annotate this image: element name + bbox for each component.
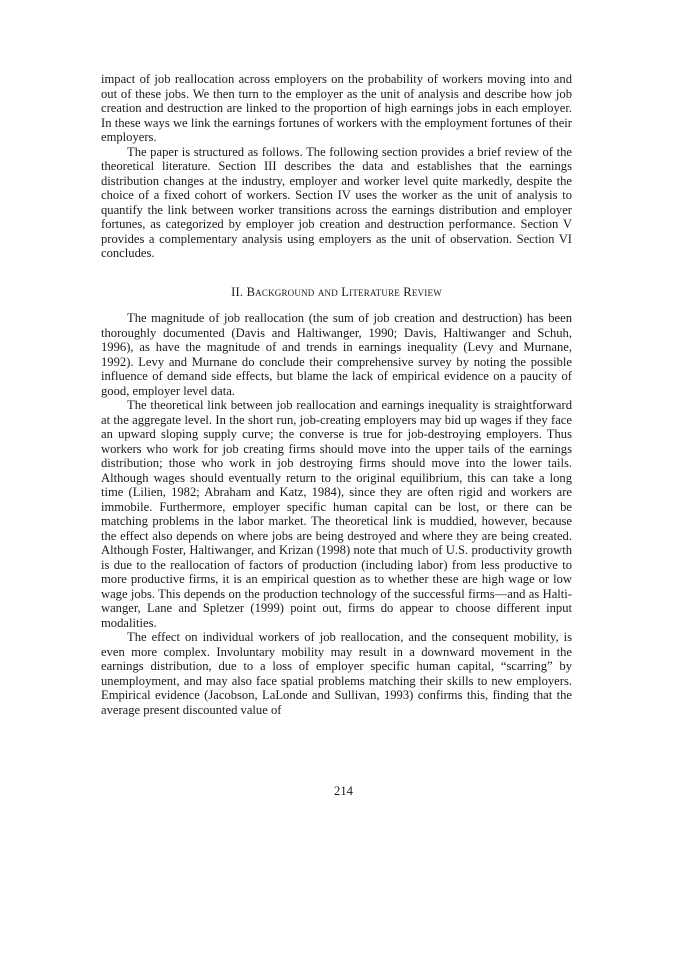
paragraph-paper-structure: The paper is structured as follows. The following section provides a brief review of the theoretical literature. Section III describes the data and establishes that the earnings distribution changes at the industry, employer and worker level quite markedly, despite the choice of a fixed cohort of workers. Section IV uses the worker as the unit of analysis to quantify the link between worker transitions across the earnings distribution and employer fortunes, as categorized by employer job creation and destruction performance. Section V provides a complementary analysis using employers as the unit of observation. Section VI concludes. — [101, 144, 572, 260]
section-number: II. — [231, 284, 244, 299]
section-heading — [101, 285, 572, 300]
paragraph-individual-effects: The effect on individual workers of job reallocation, and the consequent mobility, is even more complex. Involuntary mobility may result in a downward movement in the earnings distribution, due to a loss of employer specific human capital, “scarring” by unemployment, and may also face spatial problems matching their skills to new employers. Empirical evidence (Jacobson, LaLonde and Sullivan, 1993) confirms this, finding that the average present discounted value of — [101, 630, 572, 717]
section-title: Background and Literature Review — [246, 284, 442, 299]
paragraph-intro-continuation: impact of job reallocation across employers on the probability of workers moving into and out of these jobs. We then turn to the employer as the unit of analysis and describe how job creation and destruction are linked to the proportion of high earnings jobs in each employer. In these ways we link the earnings fortunes of workers with the employment fortunes of their employers. — [101, 72, 572, 144]
page-body — [101, 72, 572, 717]
paragraph-job-reallocation: The magnitude of job reallocation (the sum of job creation and destruction) has been thoroughly documented (Davis and Haltiwanger, 1990; Davis, Haltiwanger and Schuh, 1996), as have the magnitude of and trends in earnings inequality (Levy and Murnane, 1992). Levy and Murnane do conclude their comprehensive survey by noting the possible influence of demand side effects, but blame the lack of empirical evidence on a paucity of good, employer level data. — [101, 311, 572, 398]
page-number: 214 — [334, 784, 353, 798]
paragraph-theoretical-link: The theoretical link between job reallocation and earnings inequality is straightforward at the aggregate level. In the short run, job-creating employers may bid up wages if they face an upward sloping supply curve; the converse is true for job-destroying employers. Thus workers who work for job creating firms should move into the upper tails of the earnings distribution; those who work in job destroying firms should move into the lower tails. Although wages should eventually return to the original equilibrium, this can take a long time (Lilien, 1982; Abraham and Katz, 1984), since they are often rigid and workers are immobile. Furthermore, employer specific human capital can be lost, or there can be matching problems in the labor market. The theoretical link is muddied, however, because the effect also depends on where jobs are being destroyed and where they are being created. Although Foster, Haltiwanger, and Krizan (1998) note that much of U.S. productivity growth is due to the reallocation of factors of production (including labor) from less productive to more productive firms, it is an empirical question as to whether these are high wage or low wage jobs. This depends on the production technology of the successful firms—and as Haltiwanger, Lane and Spletzer (1999) point out, firms do appear to choose different input modalities. — [101, 398, 572, 630]
